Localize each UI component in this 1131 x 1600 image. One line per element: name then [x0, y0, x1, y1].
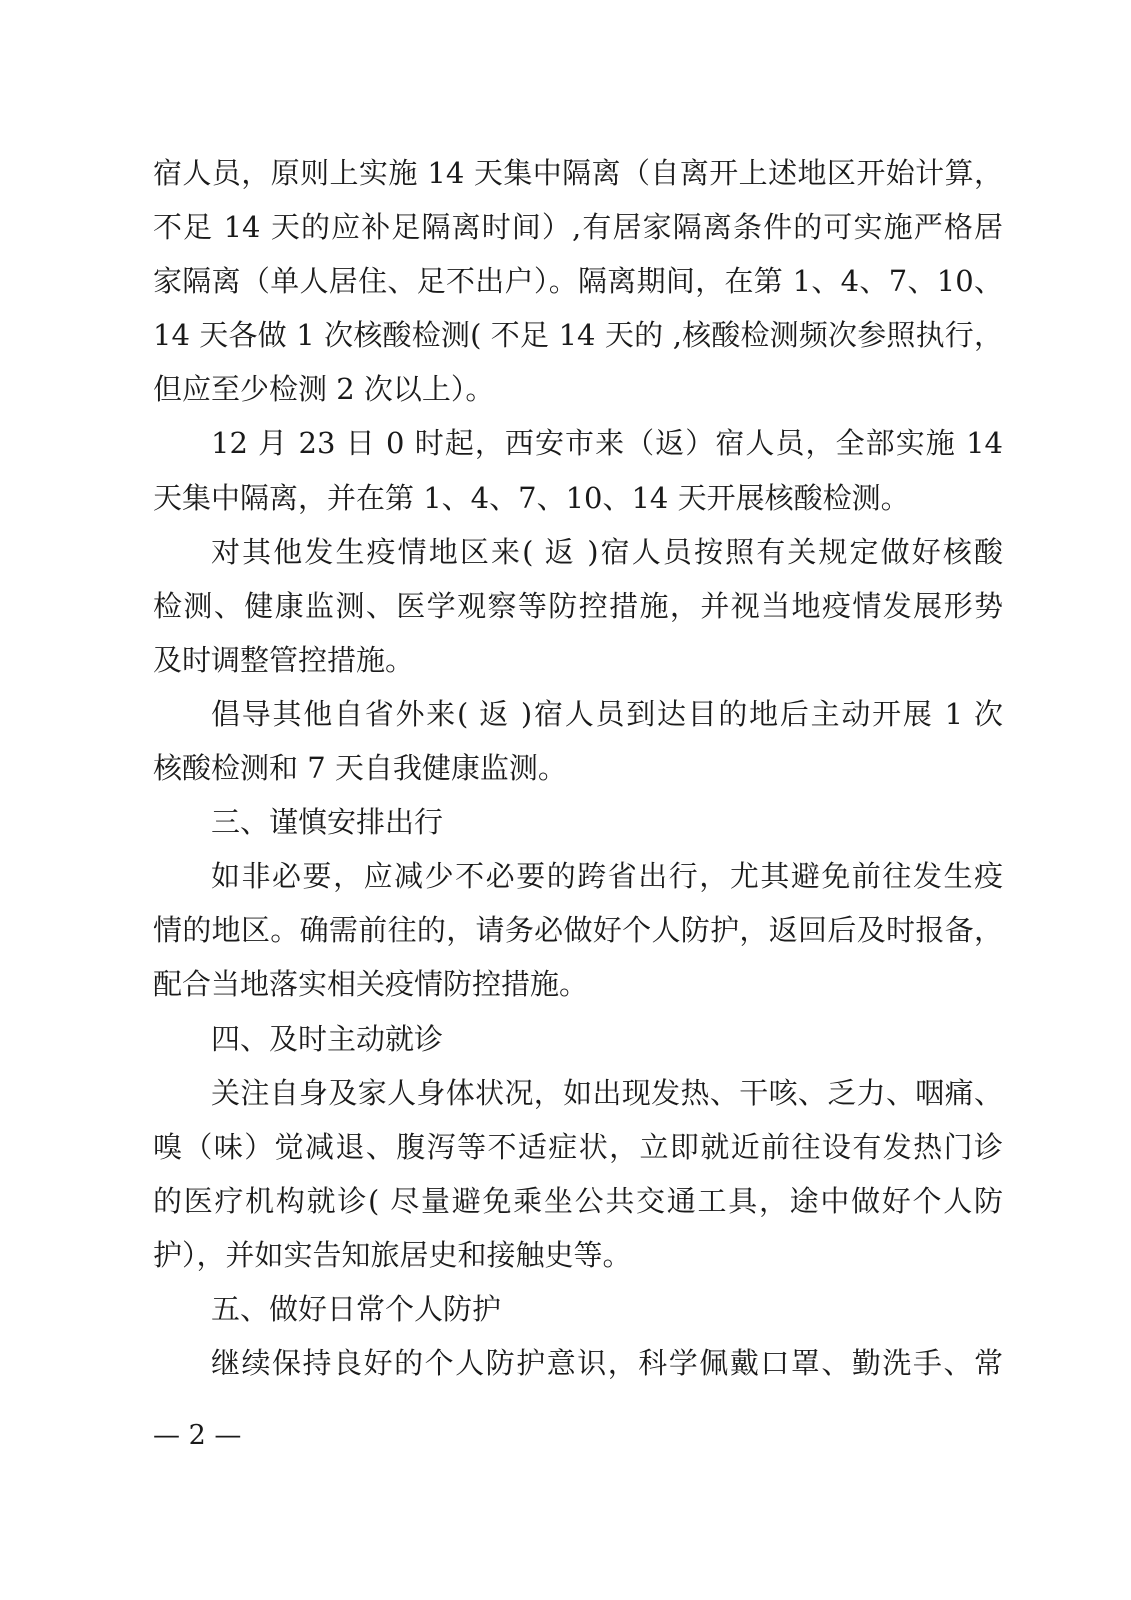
text-line: 不足 14 天的应补足隔离时间）,有居家隔离条件的可实施严格居	[153, 210, 1003, 245]
text-line: 如非必要，应减少不必要的跨省出行，尤其避免前往发生疫	[211, 859, 1003, 894]
text-line: 倡导其他自省外来( 返 )宿人员到达目的地后主动开展 1 次	[211, 696, 1003, 731]
text-line: 五、做好日常个人防护	[211, 1291, 502, 1326]
text-line: 继续保持良好的个人防护意识，科学佩戴口罩、勤洗手、常	[211, 1346, 1003, 1381]
text-line: 12 月 23 日 0 时起，西安市来（返）宿人员，全部实施 14	[211, 426, 1003, 461]
text-line: 核酸检测和 7 天自我健康监测。	[153, 751, 567, 786]
text-line: 及时调整管控措施。	[153, 642, 415, 677]
text-line: 配合当地落实相关疫情防控措施。	[153, 967, 589, 1002]
text-line: 三、谨慎安排出行	[211, 805, 444, 840]
text-line: 检测、健康监测、医学观察等防控措施，并视当地疫情发展形势	[153, 588, 1003, 623]
text-line: 嗅（味）觉减退、腹泻等不适症状，立即就近前往设有发热门诊	[153, 1129, 1003, 1164]
text-line: 天集中隔离，并在第 1、4、7、10、14 天开展核酸检测。	[153, 480, 910, 515]
text-line: 情的地区。确需前往的，请务必做好个人防护，返回后及时报备，	[153, 913, 1003, 948]
text-line: 四、及时主动就诊	[211, 1021, 444, 1056]
text-line: 对其他发生疫情地区来( 返 )宿人员按照有关规定做好核酸	[211, 534, 1003, 569]
page-number: — 2 —	[153, 1420, 242, 1451]
text-line: 宿人员，原则上实施 14 天集中隔离（自离开上述地区开始计算，	[153, 156, 1003, 190]
document-body	[153, 146, 1003, 1390]
text-line: 家隔离（单人居住、足不出户）。隔离期间，在第 1、4、7、10、	[153, 264, 1003, 299]
text-line: 14 天各做 1 次核酸检测( 不足 14 天的 ,核酸检测频次参照执行，	[153, 318, 1003, 353]
text-line: 护），并如实告知旅居史和接触史等。	[153, 1237, 632, 1272]
text-line: 但应至少检测 2 次以上）。	[153, 372, 495, 407]
text-line: 的医疗机构就诊( 尽量避免乘坐公共交通工具，途中做好个人防	[153, 1183, 1003, 1218]
text-line: 关注自身及家人身体状况，如出现发热、干咳、乏力、咽痛、	[211, 1075, 1003, 1110]
